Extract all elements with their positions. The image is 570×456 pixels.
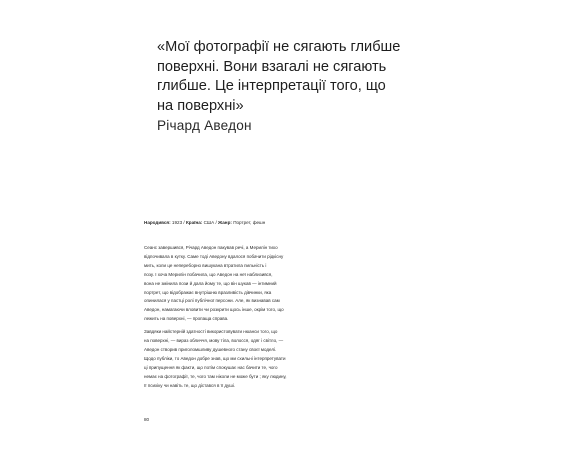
body-line: Сеанс завершився, Річард Аведон пакував речі, а Мерилін тихо: [144, 245, 278, 250]
page-number: 80: [144, 417, 150, 422]
body-line: позу. І хоча Мерилін побачила, що Аведон на неї наблизився,: [144, 271, 273, 277]
body-line: портрет, що відображає внутрішню вразливість дівчинки, яка: [144, 289, 272, 295]
body-line: Щодо публіки, то Аведон добре знав, що ми схильні інтерпретувати: [144, 355, 286, 361]
country-value: США: [203, 220, 215, 225]
body-line: відпочивала в кутку. Саме тоді Аведону вдалося побачити рідкісну: [144, 253, 284, 259]
pull-quote: [157, 38, 417, 116]
body-line: вона не змінила пози й дала йому те, що він шукав — інтимний: [144, 280, 277, 286]
born-value: 1923: [171, 220, 183, 225]
body-line: мить, коли це непереборно вишукана втратила пильність і: [144, 262, 267, 268]
body-line: її психіку чи навіть те, що дістався в її душі.: [144, 382, 236, 388]
body-line: немає на фотографії, те, чого там ніколи не може бути ; яку людину,: [144, 373, 287, 379]
country-label: Країна:: [186, 220, 203, 225]
body-line: лежить на поверхні, — пропаща справа.: [144, 316, 229, 322]
quote-line: «Мої фотографії не сягають глибше: [157, 39, 401, 55]
body-line: на поверхні, — вираз обличчя, мову тіла, волосся, одяг і світло, —: [144, 338, 284, 344]
photographer-meta: [144, 220, 404, 226]
body-line: опинилася у пастці ролі публічної персони. Але, як визнавав сам: [144, 298, 280, 304]
body-line: Завдяки найстерній здатності використовувати нюанси того, що: [144, 329, 278, 335]
quote-line: поверхні. Вони взагалі не сягають: [157, 58, 387, 75]
paragraph-1: [144, 244, 358, 324]
body-line: ці припущення як факти, що потім спокушає нас бачити те, чого: [144, 364, 278, 370]
quote-author: Річард Аведон: [157, 118, 252, 133]
article-body: [144, 244, 358, 395]
paragraph-2: [144, 328, 358, 390]
meta-separator: /: [214, 220, 219, 225]
genre-value: Портрет, фешн: [233, 220, 266, 225]
quote-line: глибше. Це інтерпретації того, що: [157, 78, 386, 94]
genre-label: Жанр:: [218, 220, 232, 225]
quote-line: на поверхні»: [157, 97, 244, 114]
body-line: Аведон, намагаючи вловити чи розкрити щось інше, окрім того, що: [144, 307, 284, 313]
meta-separator: /: [182, 220, 186, 225]
body-line: Аведон створив приголомшливу душевного стану своєї моделі.: [144, 346, 277, 352]
born-label: Народився:: [144, 220, 171, 225]
